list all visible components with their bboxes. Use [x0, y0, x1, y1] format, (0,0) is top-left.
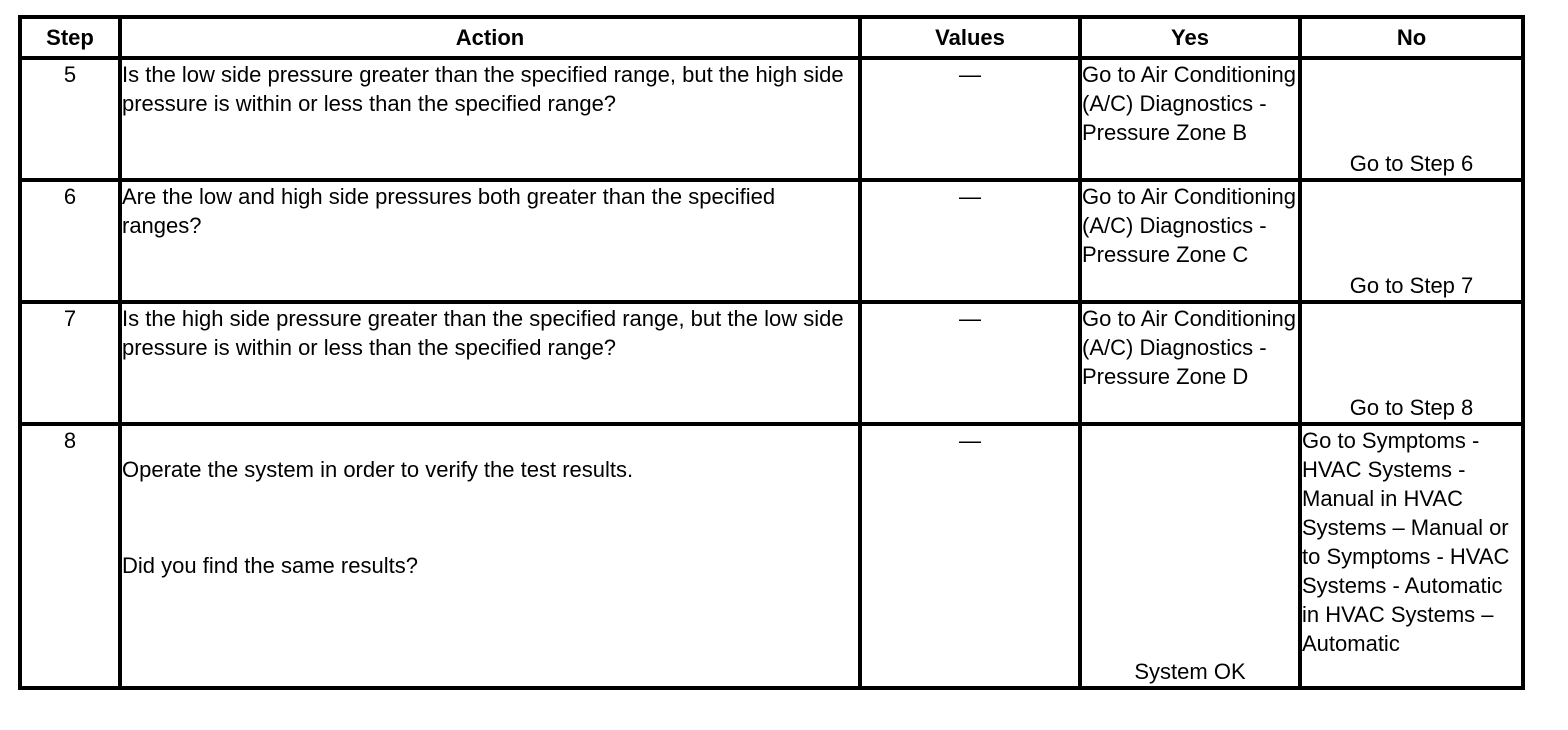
- yes-cell: [1080, 58, 1300, 180]
- header-yes: Yes: [1080, 17, 1300, 58]
- header-row: [20, 17, 1523, 58]
- yes-result: System OK: [1134, 659, 1246, 684]
- step-number: 8: [20, 424, 120, 688]
- yes-link[interactable]: Go to Air Conditioning (A/C) Diagnostics - Pressure Zone B: [1082, 62, 1297, 145]
- header-action: Action: [120, 17, 860, 58]
- action-instruction: Operate the system in order to verify the test results.: [122, 457, 634, 482]
- yes-cell: [1080, 180, 1300, 302]
- no-link[interactable]: Go to Step 7: [1349, 273, 1474, 298]
- step-number: 6: [20, 180, 120, 302]
- values-cell: —: [860, 302, 1080, 424]
- diagnostic-table: [18, 15, 1525, 690]
- values-cell: —: [860, 180, 1080, 302]
- table-row: [20, 302, 1523, 424]
- table-row: [20, 424, 1523, 688]
- no-link[interactable]: Go to Symptoms - HVAC Systems - Manual in HVAC Systems – Manual or to Symptoms - HVAC Systems - Automatic in HVAC Systems – Automatic: [1302, 428, 1510, 656]
- no-cell: [1300, 424, 1523, 688]
- no-cell: [1300, 58, 1523, 180]
- values-cell: —: [860, 424, 1080, 688]
- step-number: 7: [20, 302, 120, 424]
- action-text: [120, 424, 860, 688]
- header-no: No: [1300, 17, 1523, 58]
- no-link[interactable]: Go to Step 6: [1349, 151, 1474, 176]
- table-row: [20, 180, 1523, 302]
- table-row: [20, 58, 1523, 180]
- yes-cell: [1080, 424, 1300, 688]
- no-cell: [1300, 180, 1523, 302]
- no-link[interactable]: Go to Step 8: [1349, 395, 1474, 420]
- action-text: Is the high side pressure greater than the specified range, but the low side pressure is within or less than the specified range?: [120, 302, 860, 424]
- step-number: 5: [20, 58, 120, 180]
- yes-link[interactable]: Go to Air Conditioning (A/C) Diagnostics - Pressure Zone C: [1082, 184, 1297, 267]
- header-values: Values: [860, 17, 1080, 58]
- values-cell: —: [860, 58, 1080, 180]
- yes-cell: [1080, 302, 1300, 424]
- action-text: Are the low and high side pressures both greater than the specified ranges?: [120, 180, 860, 302]
- header-step: Step: [20, 17, 120, 58]
- action-text: Is the low side pressure greater than the specified range, but the high side pressure is within or less than the specified range?: [120, 58, 860, 180]
- yes-link[interactable]: Go to Air Conditioning (A/C) Diagnostics - Pressure Zone D: [1082, 306, 1297, 389]
- no-cell: [1300, 302, 1523, 424]
- action-question: Did you find the same results?: [122, 553, 418, 578]
